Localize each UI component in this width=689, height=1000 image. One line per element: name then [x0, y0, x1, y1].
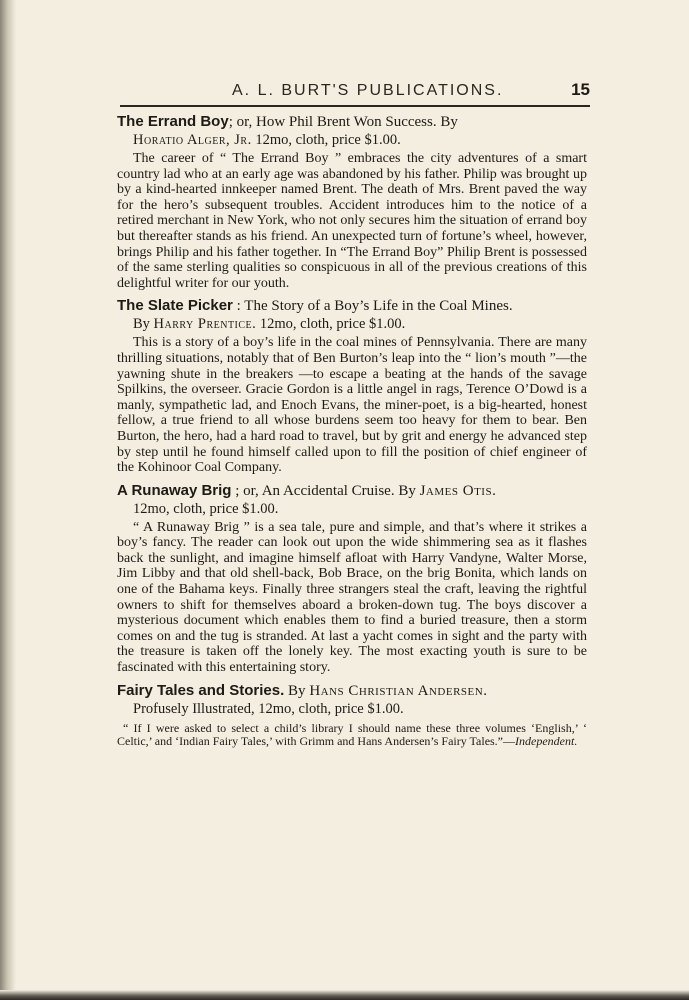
page-header [120, 80, 590, 104]
entry-description: The career of “ The Errand Boy ” embraces the city adventures of a smart country lad who at an early age was abandoned by his father. Philip was brought up by a kind-hearted innkeeper named Brent. The death of Mrs. Brent paved the way for the hero’s subsequent troubles. Accident introduces him to the notice of a retired merchant in New York, who not only secures him the situation of errand boy but thereafter stands as his friend. An unexpected turn of fortune’s wheel, however, brings Philip and his father together. In “The Errand Boy” Philip Brent is possessed of the same sterling qualities so conspicuous in all of the previous creations of this delightful writer for our youth. [117, 151, 587, 291]
page-content [117, 113, 587, 748]
entry-author: Harry Prentice. [153, 316, 257, 333]
book-entry-runaway-brig [117, 482, 587, 676]
entry-author: Hans Christian Andersen. [309, 682, 488, 699]
header-rule [120, 105, 590, 107]
entry-subtitle: : The Story of a Boy’s Life in the Coal Mines. [232, 298, 513, 315]
entry-author: James Otis. [419, 482, 497, 499]
entry-meta [133, 500, 587, 518]
entry-meta [133, 131, 587, 149]
book-entry-errand-boy [117, 113, 587, 291]
entry-subtitle: ; or, An Accidental Cruise. By [231, 482, 416, 499]
entry-title: The Errand Boy [117, 113, 229, 130]
entry-heading [117, 682, 587, 700]
page-gutter-shadow [0, 0, 16, 1000]
entry-meta [133, 315, 587, 333]
entry-description: This is a story of a boy’s life in the coal mines of Pennsylvania. There are many thrilling situations, notably that of Ben Burton’s leap into the “ lion’s mouth ”—the yawning shute in the breakers —to escape a beating at the hands of the savage Spilkins, the overseer. Gracie Gordon is a little angel in rags, Terence O’Dowd is a manly, sympathetic lad, and Enoch Evans, the miner-poet, is a big-hearted, honest fellow, a true friend to all whose burdens seem too heavy for them to bear. Ben Burton, the hero, had a hard road to travel, but by grit and energy he advanced step by step until he found himself called upon to fill the position of chief engineer of the Kohinoor Coal Company. [117, 335, 587, 476]
entry-title: Fairy Tales and Stories. [117, 681, 285, 699]
entry-title: The Slate Picker [117, 297, 233, 315]
quote-text: “ If I were asked to select a child’s library I should name these three volumes ‘English,’ ‘ Celtic,’ and ‘Indian Fairy Tales,’ with Grimm and Hans Andersen’s Fairy Tales.”— [117, 720, 587, 748]
entry-details: 12mo, cloth, price $1.00. [256, 316, 406, 333]
entry-heading [117, 297, 587, 315]
entry-author: Horatio Alger, Jr. [133, 132, 252, 148]
quote-source: Independent. [515, 733, 578, 748]
entry-heading [117, 482, 587, 500]
entry-description: “ A Runaway Brig ” is a sea tale, pure and simple, and that’s where it strikes a boy’s fancy. The reader can look out upon the wide shimmering sea as it flashes back the sunlight, and imagine himself afloat with Harry Vandyne, Walter Morse, Jim Libby and that old shell-back, Bob Brace, on the brig Bonita, which lands on one of the Bahama keys. Finally three strangers steal the craft, leaving the rightful owners to shift for themselves aboard a broken-down tug. The boys discover a mysterious document which enables them to find a buried treasure, then a storm comes on and the tug is stranded. At last a yacht comes in sight and the party with the treasure is taken off the lonely key. The most exacting youth is sure to be fascinated with this entertaining story. [117, 519, 587, 676]
running-title: A. L. BURT'S PUBLICATIONS. [232, 82, 504, 99]
entry-details: 12mo, cloth, price $1.00. [251, 132, 401, 148]
entry-details: 12mo, cloth, price $1.00. [133, 500, 279, 517]
page-number: 15 [571, 80, 590, 99]
entry-subtitle: ; or, How Phil Brent Won Success. By [228, 114, 458, 130]
entry-details: Profusely Illustrated, 12mo, cloth, price $1.00. [133, 700, 404, 717]
entry-subtitle: By [284, 682, 306, 699]
entry-review-quote [117, 722, 587, 748]
book-entry-fairy-tales [117, 682, 587, 748]
page-bottom-edge [0, 990, 689, 1000]
book-entry-slate-picker [117, 297, 587, 475]
entry-author-prefix: By [133, 316, 154, 333]
entry-meta [133, 700, 587, 718]
entry-title: A Runaway Brig [117, 481, 232, 499]
entry-heading [117, 113, 587, 131]
